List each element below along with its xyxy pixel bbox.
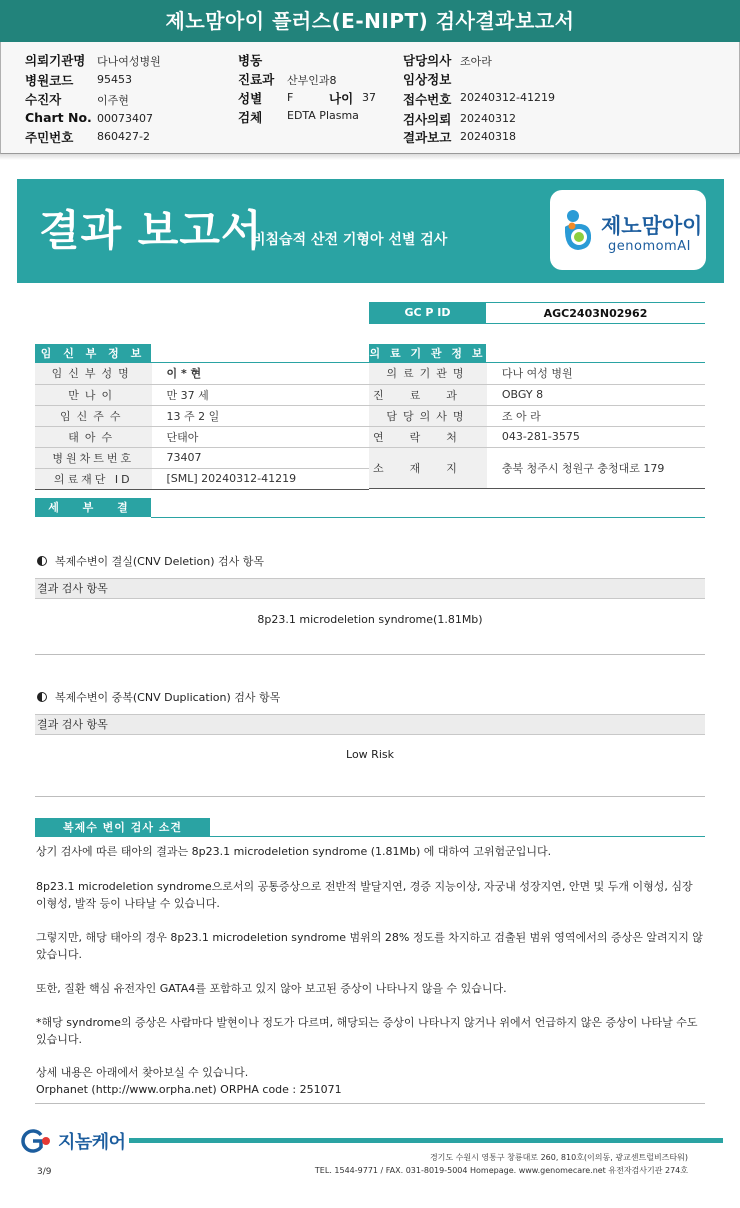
duplication-heading [37,689,280,705]
request-label: 검사의뢰 [403,112,452,127]
table-row [369,447,705,488]
dept-label: 진료과 [238,72,275,87]
table-row [35,468,369,489]
deletion-heading-text: 복제수변이 결실(CNV Deletion) 검사 항목 [55,555,265,568]
footer-line [129,1138,723,1143]
dept-value: 산부인과8 [287,74,337,87]
report-date-value: 20240318 [460,130,516,143]
row-key: 태아수 [35,426,152,447]
medical-info-tab: 의 료 기 관 정 보 [369,344,486,363]
findings-line [210,836,705,837]
specimen-value: EDTA Plasma [287,109,359,122]
pregnant-info-table [35,363,369,490]
receipt-label: 접수번호 [403,92,452,107]
footer-contact: TEL. 1544-9771 / FAX. 031-8019-5004 Homepage. www.genomecare.net 유전자검사기관 274호 [314,1166,688,1175]
age-value: 37 [362,91,376,104]
mother-baby-icon [560,207,596,253]
table-row [35,405,369,426]
request-value: 20240312 [460,112,516,125]
row-value: 조 아 라 [487,405,705,426]
row-value: [SML] 20240312-41219 [152,468,369,489]
patient-label: 수진자 [25,92,62,107]
doctor-value: 조아라 [460,55,492,68]
specimen-label: 검체 [238,110,263,125]
row-value: 13 주 2 일 [152,405,369,426]
rrn-label: 주민번호 [25,130,74,145]
orphanet-reference: Orphanet (http://www.orpha.net) ORPHA code : 251071 [36,1083,342,1096]
table-row [35,384,369,405]
duplication-column-header: 결과 검사 항목 [35,714,705,735]
sex-value: F [287,91,294,104]
table-row [369,384,705,405]
pregnant-info-tab: 임 신 부 정 보 [35,344,151,363]
hospital-code-value: 95453 [97,73,132,86]
table-row [35,426,369,447]
page-number: 3/9 [37,1167,52,1177]
half-circle-icon [37,556,47,566]
half-circle-icon [37,692,47,702]
reference-intro: 상세 내용은 아래에서 찾아보실 수 있습니다. [36,1066,249,1079]
footer-address: 경기도 수원시 영통구 창룡대로 260, 810호(이의동, 광교센트럴비즈타워) [429,1153,688,1162]
row-key: 의료기관명 [369,363,487,384]
table-row [369,426,705,447]
table-row [35,447,369,468]
duplication-heading-text: 복제수변이 중복(CNV Duplication) 검사 항목 [55,691,281,704]
row-key: 소재지 [369,447,487,488]
chart-value: 00073407 [97,112,153,125]
genomom-logo [550,190,706,270]
banner-subtitle: 비침습적 산전 기형아 선별 검사 [252,232,448,248]
banner-title: 결과 보고서 [39,206,263,255]
row-value: 만 37 세 [152,384,369,405]
ward-label: 병동 [238,53,263,68]
logo-english: genomomAI [608,239,691,254]
row-value: 73407 [152,447,369,468]
row-value: 충북 청주시 청원구 충청대로 179 [487,447,705,488]
deletion-result: 8p23.1 microdeletion syndrome(1.81Mb) [257,613,483,626]
finding-paragraph: 그렇지만, 해당 태아의 경우 8p23.1 microdeletion syndrome 범위의 28% 정도를 차지하고 검출된 범위 영역에서의 증상은 알려지지 않았습니다. [36,931,703,961]
chart-label: Chart No. [25,110,92,125]
row-key: 임신부성명 [35,363,152,384]
hospital-code-label: 병원코드 [25,73,74,88]
row-key: 의료재단 ID [35,468,152,489]
header-shadow [0,154,740,160]
report-top-title: 제노맘아이 플러스(E-NIPT) 검사결과보고서 [0,0,740,42]
row-key: 임신주수 [35,405,152,426]
sex-label: 성별 [238,91,263,106]
report-date-label: 결과보고 [403,130,452,145]
finding-paragraph: *해당 syndrome의 증상은 사람마다 발현이나 정도가 다르며, 해당되는 증상이 나타나지 않거나 위에서 언급하지 않은 증상이 나타날 수도 있습니다. [36,1016,698,1046]
row-value: 단태아 [152,426,369,447]
finding-paragraph: 8p23.1 microdeletion syndrome으로서의 공통증상으로 전반적 발달지연, 경증 지능이상, 자궁내 성장지연, 안면 및 두개 이형성, 심장 이형성, 발작 등이 나타날 수 있습니다. [36,880,693,910]
age-label: 나이 [329,91,354,106]
finding-paragraph: 상기 검사에 따른 태아의 결과는 8p23.1 microdeletion syndrome (1.81Mb) 에 대하여 고위험군입니다. [36,845,552,858]
table-row [369,363,705,384]
detail-result-tab: 세 부 결 과 [35,498,151,517]
genomecare-logo-icon [19,1129,55,1153]
gcp-id-value: AGC2403N02962 [486,302,705,323]
row-key: 진료과 [369,384,487,405]
row-value: OBGY 8 [487,384,705,405]
row-key: 담당의사명 [369,405,487,426]
deletion-column-header: 결과 검사 항목 [35,578,705,599]
doctor-label: 담당의사 [403,53,452,68]
table-row [35,363,369,384]
gcp-id-label: GC P ID [369,302,486,323]
finding-paragraph: 또한, 질환 핵심 유전자인 GATA4를 포함하고 있지 않아 보고된 증상이 나타나지 않을 수 있습니다. [36,982,507,995]
rrn-value: 860427-2 [97,130,150,143]
divider [35,1103,705,1104]
row-value: 이 * 현 [152,363,369,384]
receipt-value: 20240312-41219 [460,91,555,104]
institution-label: 의뢰기관명 [25,53,86,68]
logo-korean: 제노맘아이 [601,214,703,238]
patient-header [0,42,740,154]
row-key: 병원차트번호 [35,447,152,468]
medical-info-table [369,363,705,489]
row-value: 다나 여성 병원 [487,363,705,384]
detail-result-line [151,517,705,518]
clinical-label: 임상정보 [403,72,452,87]
row-key: 연락처 [369,426,487,447]
patient-value: 이주현 [97,94,129,107]
row-key: 만나이 [35,384,152,405]
table-row [369,405,705,426]
findings-tab: 복제수 변이 검사 소견 [35,818,210,837]
deletion-heading [37,553,264,569]
row-value: 043-281-3575 [487,426,705,447]
divider [35,654,705,655]
result-report-banner [17,179,724,283]
duplication-result: Low Risk [346,748,394,761]
institution-value: 다나여성병원 [97,55,161,68]
footer-logo-text: 지놈케어 [58,1132,126,1153]
divider [35,796,705,797]
gcp-id-row [369,302,705,324]
